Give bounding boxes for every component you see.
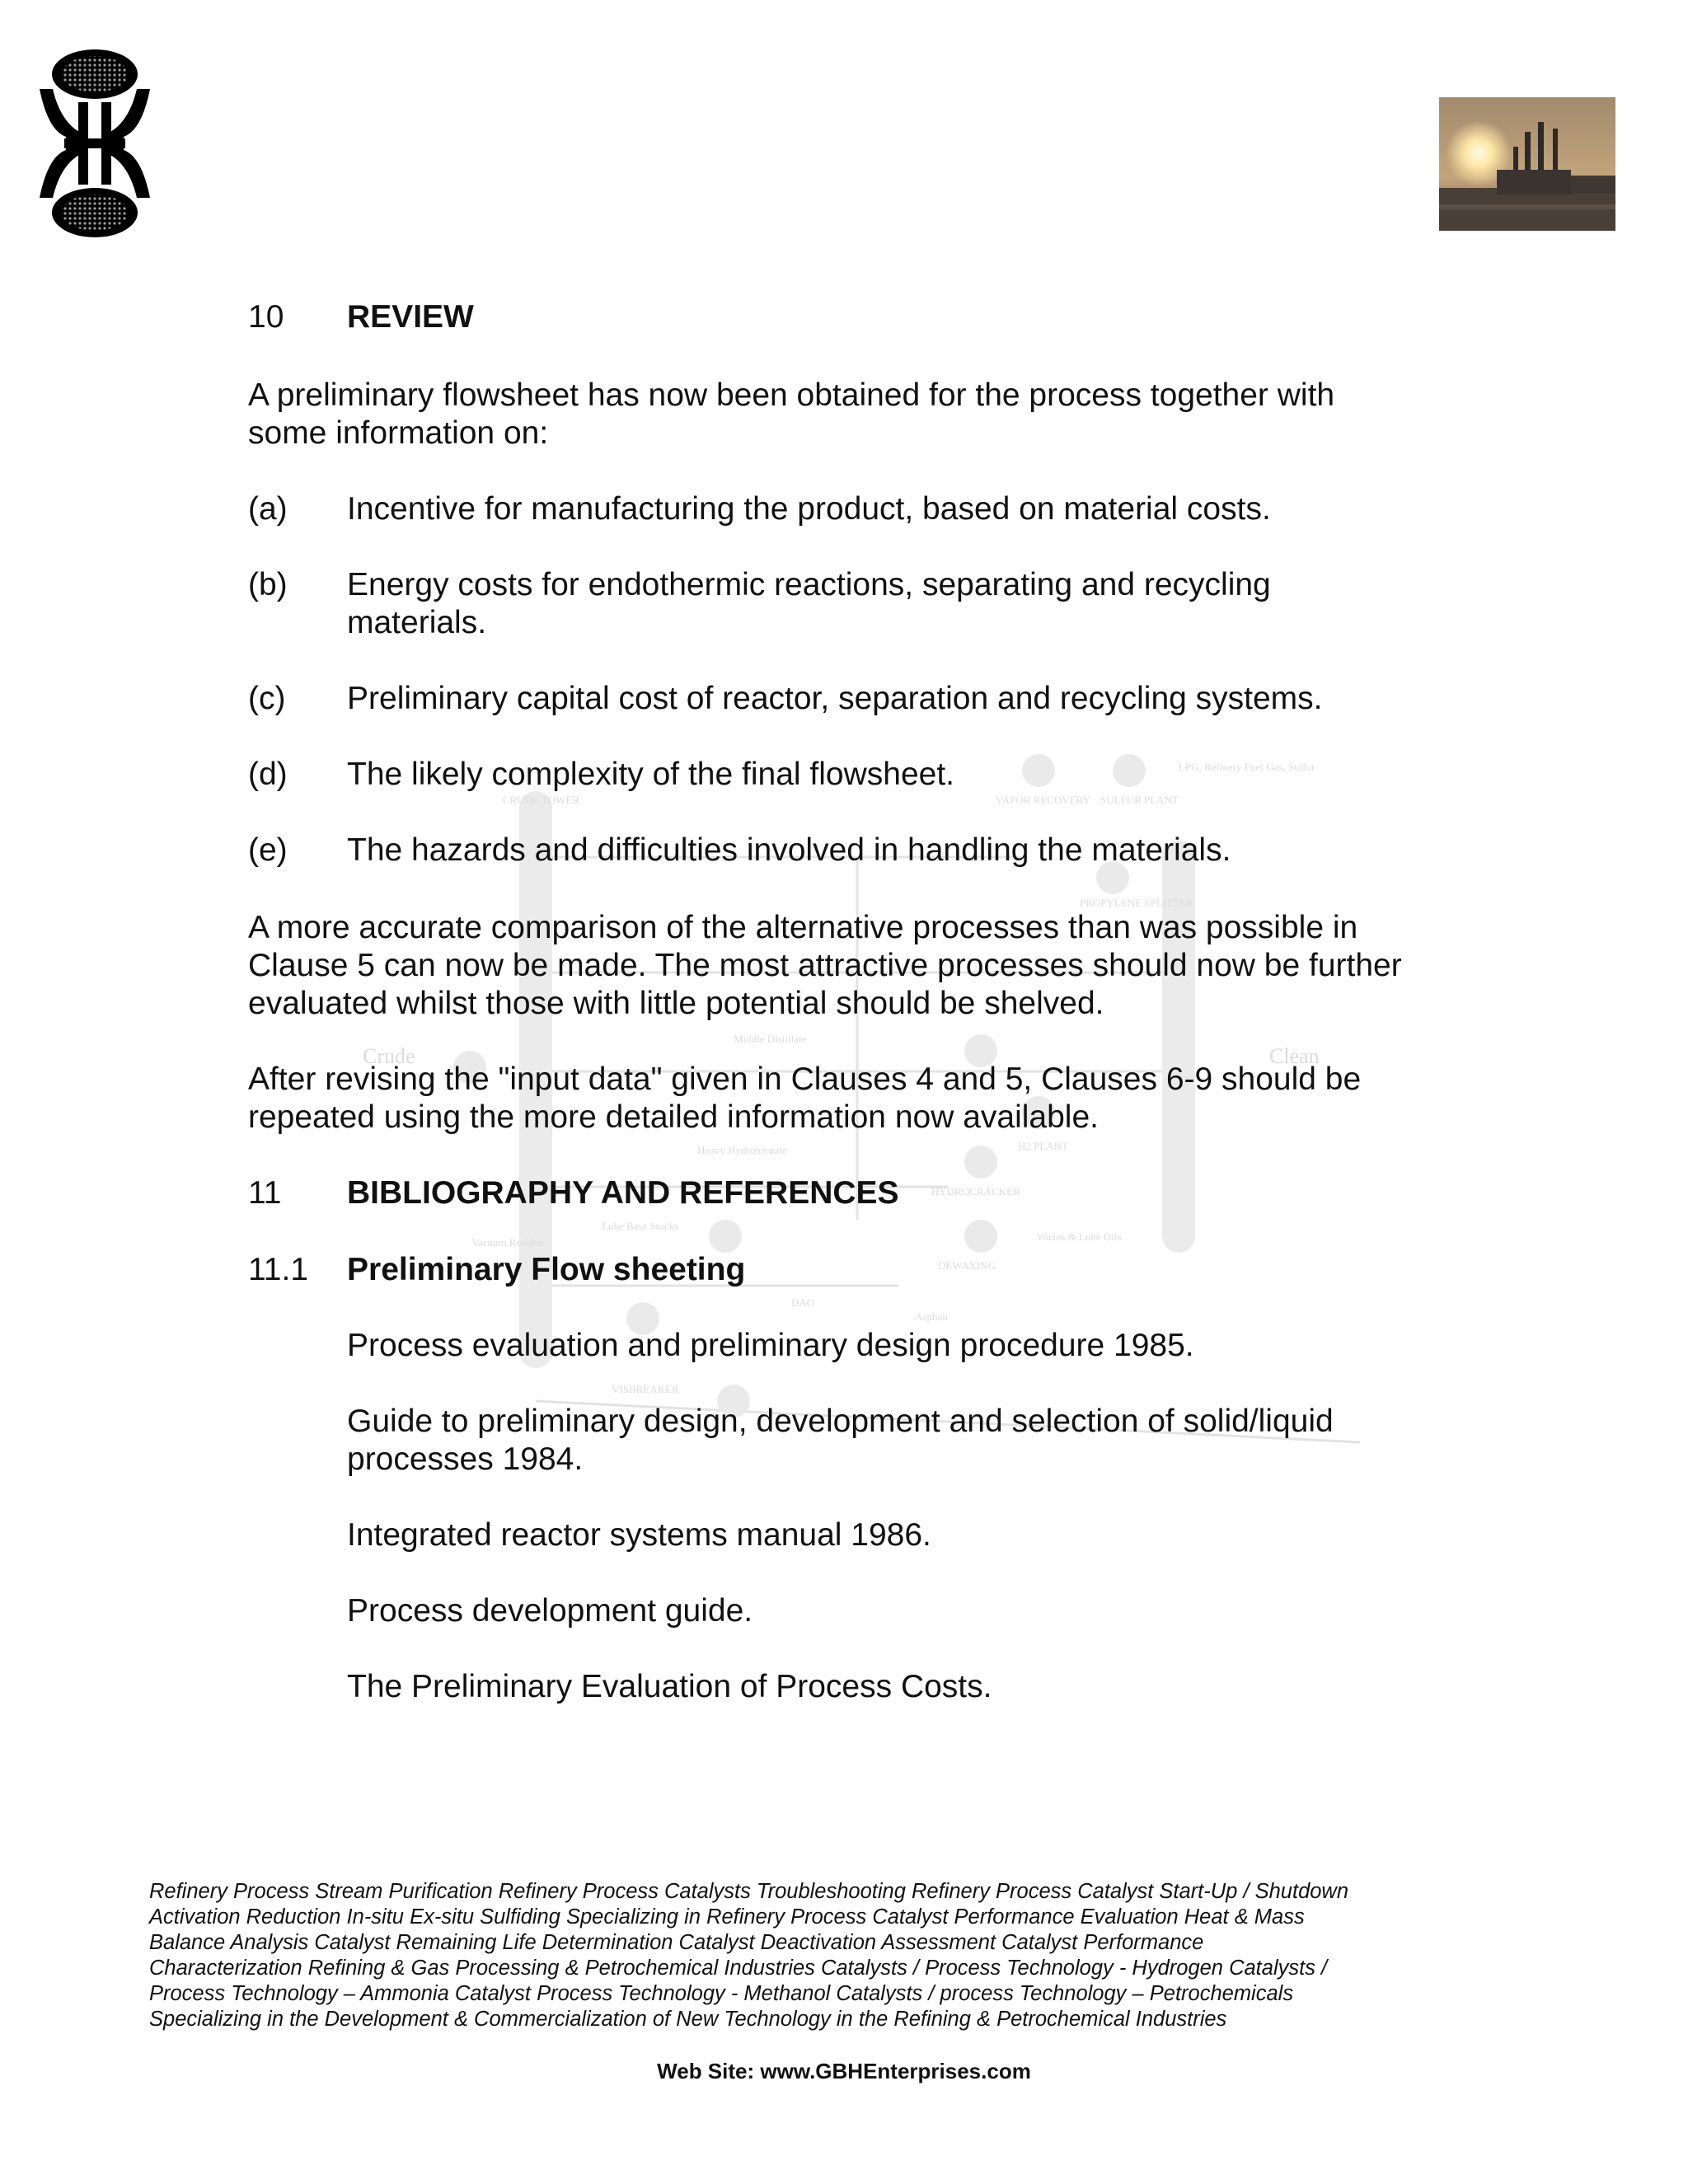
section-number: 10 [248, 299, 284, 335]
reference-item: processes 1984. [347, 1441, 584, 1477]
paragraph-line: A more accurate comparison of the alternative processes than was possible in [248, 910, 1358, 945]
website-link[interactable]: Web Site: www.GBHEnterprises.com [657, 2059, 1031, 2083]
wm-label: DEWAXING [938, 1259, 996, 1272]
wm-label: Vacuum Residue [471, 1236, 544, 1249]
section-title: BIBLIOGRAPHY AND REFERENCES [347, 1175, 899, 1211]
subsection-number: 11.1 [248, 1252, 309, 1287]
company-logo [33, 48, 157, 239]
wm-label: PROPYLENE SPLITTER [1080, 897, 1193, 909]
wm-label: Lube Base Stocks [602, 1220, 679, 1232]
reference-item: Process development guide. [347, 1593, 753, 1629]
wm-label: VISBREAKER [612, 1383, 679, 1395]
list-label: (d) [248, 757, 288, 792]
wm-label: H2 PLANT [1018, 1140, 1069, 1152]
wm-label: LPG, Refinery Fuel Gas, Sulfur [1179, 761, 1315, 773]
wm-label: Waxes & Lube Oils [1037, 1230, 1122, 1243]
reference-item: The Preliminary Evaluation of Process Costs. [347, 1669, 992, 1704]
footer-line: Balance Analysis Catalyst Remaining Life Determination Catalyst Deactivation Assessment Catalyst Performance [149, 1931, 1204, 1954]
section-number: 11 [248, 1175, 282, 1211]
paragraph-line: Clause 5 can now be made. The most attractive processes should now be further [248, 948, 1402, 983]
list-item-text: The likely complexity of the final flowsheet. [347, 757, 955, 792]
footer-line: Process Technology – Ammonia Catalyst Process Technology - Methanol Catalysts / process Technology – Petrochemicals [149, 1982, 1294, 2005]
list-label: (a) [248, 491, 288, 527]
paragraph-line: After revising the "input data" given in Clauses 4 and 5, Clauses 6-9 should be [248, 1062, 1362, 1097]
subsection-title: Preliminary Flow sheeting [347, 1252, 746, 1287]
list-item-text: Preliminary capital cost of reactor, separation and recycling systems. [347, 681, 1323, 716]
wm-label: DAO [791, 1296, 815, 1309]
paragraph-line: A preliminary flowsheet has now been obtained for the process together with [248, 377, 1335, 413]
footer-line: Activation Reduction In-situ Ex-situ Sulfiding Specializing in Refinery Process Catalyst Performance Evaluation Heat & Mass [149, 1905, 1305, 1929]
wm-label: Clean [1269, 1044, 1320, 1068]
footer-text [149, 1879, 1435, 2032]
list-label: (c) [248, 681, 286, 716]
list-item-text: Energy costs for endothermic reactions, separating and recycling [347, 567, 1271, 602]
wm-label: Crude [363, 1044, 415, 1068]
wm-label: VAPOR RECOVERY [996, 794, 1090, 806]
paragraph-line: some information on: [248, 415, 549, 451]
list-item-text: Incentive for manufacturing the product, based on material costs. [347, 491, 1271, 527]
reference-item: Guide to preliminary design, development and selection of solid/liquid [347, 1404, 1334, 1439]
wm-label: Heavy Hydrotreatate [697, 1144, 787, 1156]
wm-label: CRUDE TOWER [503, 794, 580, 806]
paragraph-line: evaluated whilst those with little potential should be shelved. [248, 986, 1104, 1021]
wm-label: SULFUR PLANT [1100, 794, 1179, 806]
paragraph-line: repeated using the more detailed information now available. [248, 1099, 1099, 1135]
wm-label: Asphalt [915, 1310, 949, 1323]
section-title: REVIEW [347, 299, 474, 335]
list-label: (b) [248, 567, 288, 602]
wm-label: Middle Distillate [734, 1033, 807, 1045]
refinery-photo [1439, 97, 1615, 231]
footer-line: Refinery Process Stream Purification Refinery Process Catalysts Troubleshooting Refinery Process Catalyst Start-Up / Shutdown [149, 1880, 1349, 1903]
footer-line: Characterization Refining & Gas Processing & Petrochemical Industries Catalysts / Process Technology - Hydrogen Catalysts / [149, 1957, 1328, 1980]
list-item-text: materials. [347, 605, 487, 640]
reference-item: Process evaluation and preliminary design procedure 1985. [347, 1328, 1194, 1363]
wm-label: HYDROCRACKER [931, 1185, 1020, 1197]
list-item-text: The hazards and difficulties involved in handling the materials. [347, 832, 1231, 868]
footer-line: Specializing in the Development & Commercialization of New Technology in the Refining & Petrochemical Industries [149, 2008, 1227, 2031]
list-label: (e) [248, 832, 288, 868]
reference-item: Integrated reactor systems manual 1986. [347, 1517, 931, 1553]
